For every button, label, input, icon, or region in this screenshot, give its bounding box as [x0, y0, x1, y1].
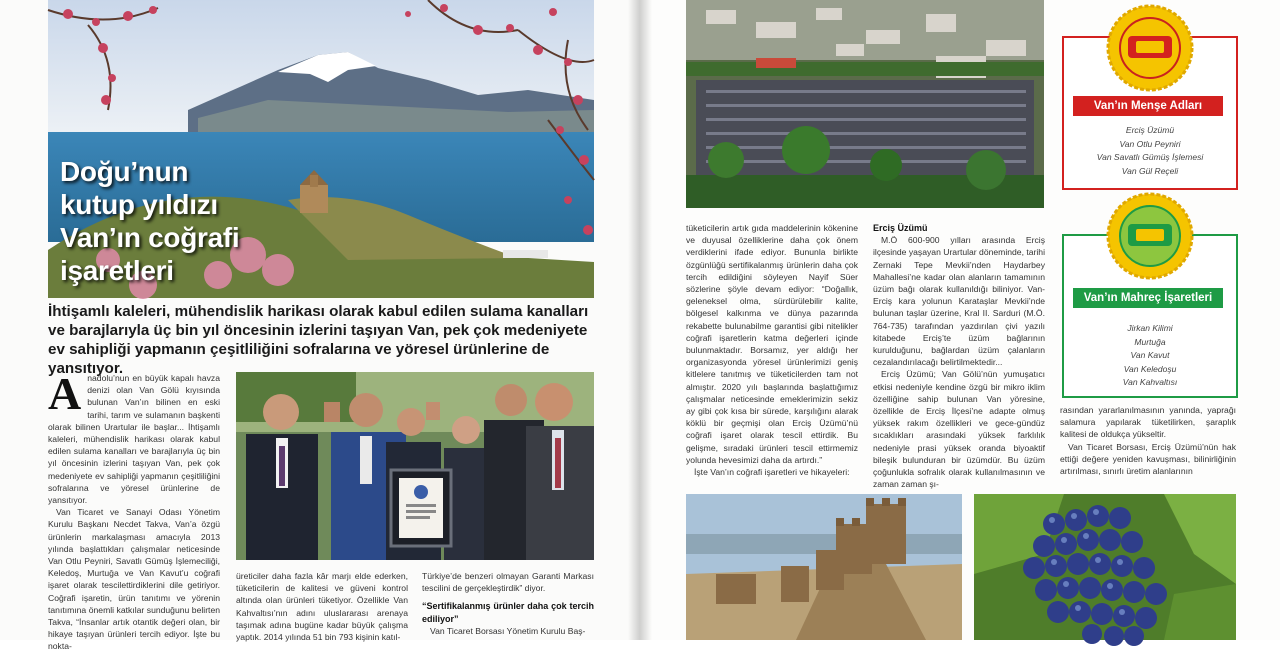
- article-title: [60, 155, 239, 287]
- list-item: Van Savatlı Gümüş İşlemesi: [1096, 152, 1204, 162]
- ceremony-photo: [236, 372, 594, 560]
- article-title-line: Van’ın coğrafi: [60, 222, 240, 253]
- article-title-line: kutup yıldızı: [60, 189, 218, 220]
- left-page: [0, 0, 640, 652]
- mense-list: [1064, 124, 1236, 178]
- list-item: Van Otlu Peyniri: [1119, 138, 1181, 149]
- festival-aerial-illustration: [686, 0, 1044, 208]
- mense-seal-icon: [1104, 4, 1196, 92]
- section-subhead: Erciş Üzümü: [873, 223, 928, 233]
- festival-aerial-photo: [686, 0, 1044, 208]
- body-paragraph: Van Ticaret ve Sanayi Odası Yönetim Kurulu Başkanı Necdet Takva, Van’a özgü ürünlerin markalaşması amacıyla 2013 yılında başlattıkları çalışmalar neticesinde Van Otlu Peyniri, Savatlı Gümüş İşlemeciliği, Keledoş, Murtuğa ve Van Kavut’u coğrafi işaret olarak tescilettirdiklerini dile getiriyor. Coğrafi işaretin, ürün tanıtımı ve yörenin tanıtımına önemli katkılar sunduğunu belirten Takva, “İnsanlar artık otantik değeri olan, bir hikaye taşıyan ürünleri tercih ediyor. İşte bu nokta-: [48, 507, 220, 652]
- body-paragraph: üreticiler daha fazla kâr marjı elde ederken, tüketicilerin de kalitesi ve güveni kontrol altında olan ürünleri tüketiyor. Özellikle Van Kahvaltısı’nın adını uluslararası arenaya taşımak adına bugüne kadar büyük çalışma yaptık. 2014 yılında 51 bin 793 kişinin katıl-: [236, 571, 408, 643]
- body-paragraph: tüketicilerin artık gıda maddelerinin kökenine ve duyusal özelliklerine daha çok önem verdiklerini ifade ediyor. Bununla birlikte özgünlüğü sertifikalanmış ürünlerin daha çok tercih edildiğini söyleyen Nayif Süer sözlerine şöyle devam ediyor: “Doğallık, geleneksel olma, sürdürülebilir kalite, bölgesel kalkınma ve dünya pazarında rekabette bulunabilme garantisi gibi nitelikler coğrafi işaretlerin katma değerleri içinde bulunmaktadır. Borsamız, yer aldığı her organizasyonda yöresel ürünlerimizi geniş kitlelere tanıtmış ve tüketicilerden tam not almıştır. 2020 yılı başlarında başlattığımız çalışmalar neticesinde emeklerimizin sekiz ay gibi çok kısa bir sürede, karşılığını alarak köklü bir geçmişi olan Erciş Üzümü’nü coğrafi işaret olarak tescil ettirdik. Bu gelişme, sıradaki ürünleri tescil ettirmemiz yolunda hevesimizi daha da artırdı.”: [686, 223, 858, 465]
- article-lead: İhtişamlı kaleleri, mühendislik harikası olarak kabul edilen sulama kanalları ve barajlarıyla üç bin yıl öncesinin izlerini taşıyan Van, pek çok medeniyete ev sahipliği yapmanın çeşitliliğini sofralarına ve yöresel ürünlerine de yansıtıyor.: [48, 303, 589, 377]
- magazine-spine-shadow: [628, 0, 652, 640]
- list-item: Erciş Üzümü: [1125, 125, 1175, 135]
- list-item: Van Gül Reçeli: [1121, 165, 1179, 176]
- mahrec-seal-icon: [1104, 192, 1196, 280]
- mense-label: Van’ın Menşe Adları: [1073, 96, 1223, 116]
- body-paragraph: Türkiye’de benzeri olmayan Garanti Markası tescilini de gerçekleştirdik” diyor.: [422, 571, 594, 594]
- ceremony-photo-illustration: [236, 372, 594, 560]
- body-paragraph: İşte Van’ın coğrafi işaretleri ve hikayeleri:: [694, 467, 850, 478]
- body-column-3: [422, 570, 594, 640]
- list-item: Van Kavut: [1130, 350, 1170, 360]
- mahrec-isaretleri-box: [1062, 234, 1238, 398]
- body-paragraph: M.Ö 600-900 yılları arasında Erciş ilçesinde yaşayan Urartular döneminde, tarihi Zernaki Tepe Mevkii’nden Haydarbey Mahallesi’ne kadar olan alanların tamamının üzüm bağı olarak kullanıldığı biliniyor. Van-Erciş kara yolunun Karataşlar Mevkii’nde bulunan taşlar üzerine, Kral II. Sarduri (M.Ö. 764-735) tarafından yazdırılan çivi yazılı kitabede Erciş’te üzüm bağlarının kurulduğunu, bağlardan üzüm çalanların cezalandırılacağı belirtilmektedir...: [873, 235, 1045, 368]
- body-paragraph: Van Ticaret Borsası, Erciş Üzümü’nün hak ettiği değere yeniden kavuşması, bilinirliğinin artırılması, sınırlı üretim alanlarının: [1060, 441, 1236, 477]
- list-item: Jirkan Kilimi: [1127, 323, 1173, 333]
- body-paragraph: Erciş Üzümü; Van Gölü’nün yumuşatıcı etkisi nedeniyle kendine özgü bir mikro iklim özelliğine sahip bulunan Van yöresine, özellikle de Erciş İlçesi’ne adapte olmuş yüksek rakım özellikleri ve gece-gündüz sıcaklıkları arasındaki yüksek farklılık nedeniyle prasi yüksek oranda biyoaktif bileşik bulunduran bir üzümdür. Bu üzüm çoğunlukla sofralık olarak kullanılmasının ve zaman zaman şı-: [873, 369, 1045, 490]
- grapes-photo: [974, 494, 1236, 640]
- body-paragraph: rasından yararlanılmasının yanında, yaprağı salamura yapılarak tüketilirken, şaraplık kalitesi de oldukça yükseltir.: [1060, 405, 1236, 440]
- hero-photo-lake-van: [48, 0, 594, 298]
- body-column-6: [1060, 404, 1236, 484]
- paragraph-text: nadolu’nun en büyük kapalı havza denizi olan Van Gölü kıyısında bulunan Van’ın bilinen en eski tarihi, tarım ve sulamanın başkenti olarak bilinen Urartular ile başlar... İhtişamlı kaleleri, mühendislik harikası olarak kabul edilen sulama kanalları ve barajlarıyla üç bin yıl öncesinin izlerini taşıyan Van, pek çok medeniyete ev sahipliği yapmanın çeşitliliğini sofralarına ve yöresel ürünlerine de yansıtıyor.: [48, 373, 220, 506]
- list-item: Van Keledoşu: [1123, 363, 1177, 374]
- mahrec-list: [1064, 322, 1236, 390]
- body-column-5: [873, 222, 1045, 490]
- body-column-2: [236, 570, 408, 643]
- body-paragraph: [48, 368, 220, 506]
- body-column-1: [48, 368, 220, 652]
- castle-illustration: [686, 494, 962, 640]
- grapes-illustration: [974, 494, 1236, 640]
- body-column-4: [686, 222, 858, 484]
- article-title-line: işaretleri: [60, 255, 174, 286]
- mense-adlari-box: [1062, 36, 1238, 190]
- hosap-castle-photo: [686, 494, 962, 640]
- list-item: Van Kahvaltısı: [1122, 377, 1178, 387]
- right-page: [640, 0, 1280, 640]
- list-item: Murtuğa: [1134, 336, 1166, 347]
- section-subhead: “Sertifikalanmış ürünler daha çok tercih ediliyor”: [422, 601, 594, 624]
- body-paragraph: Van Ticaret Borsası Yönetim Kurulu Baş-: [430, 625, 586, 636]
- article-title-line: Doğu’nun: [60, 156, 189, 187]
- mahrec-label: Van’ın Mahreç İşaretleri: [1073, 288, 1223, 308]
- drop-cap: A: [48, 368, 82, 419]
